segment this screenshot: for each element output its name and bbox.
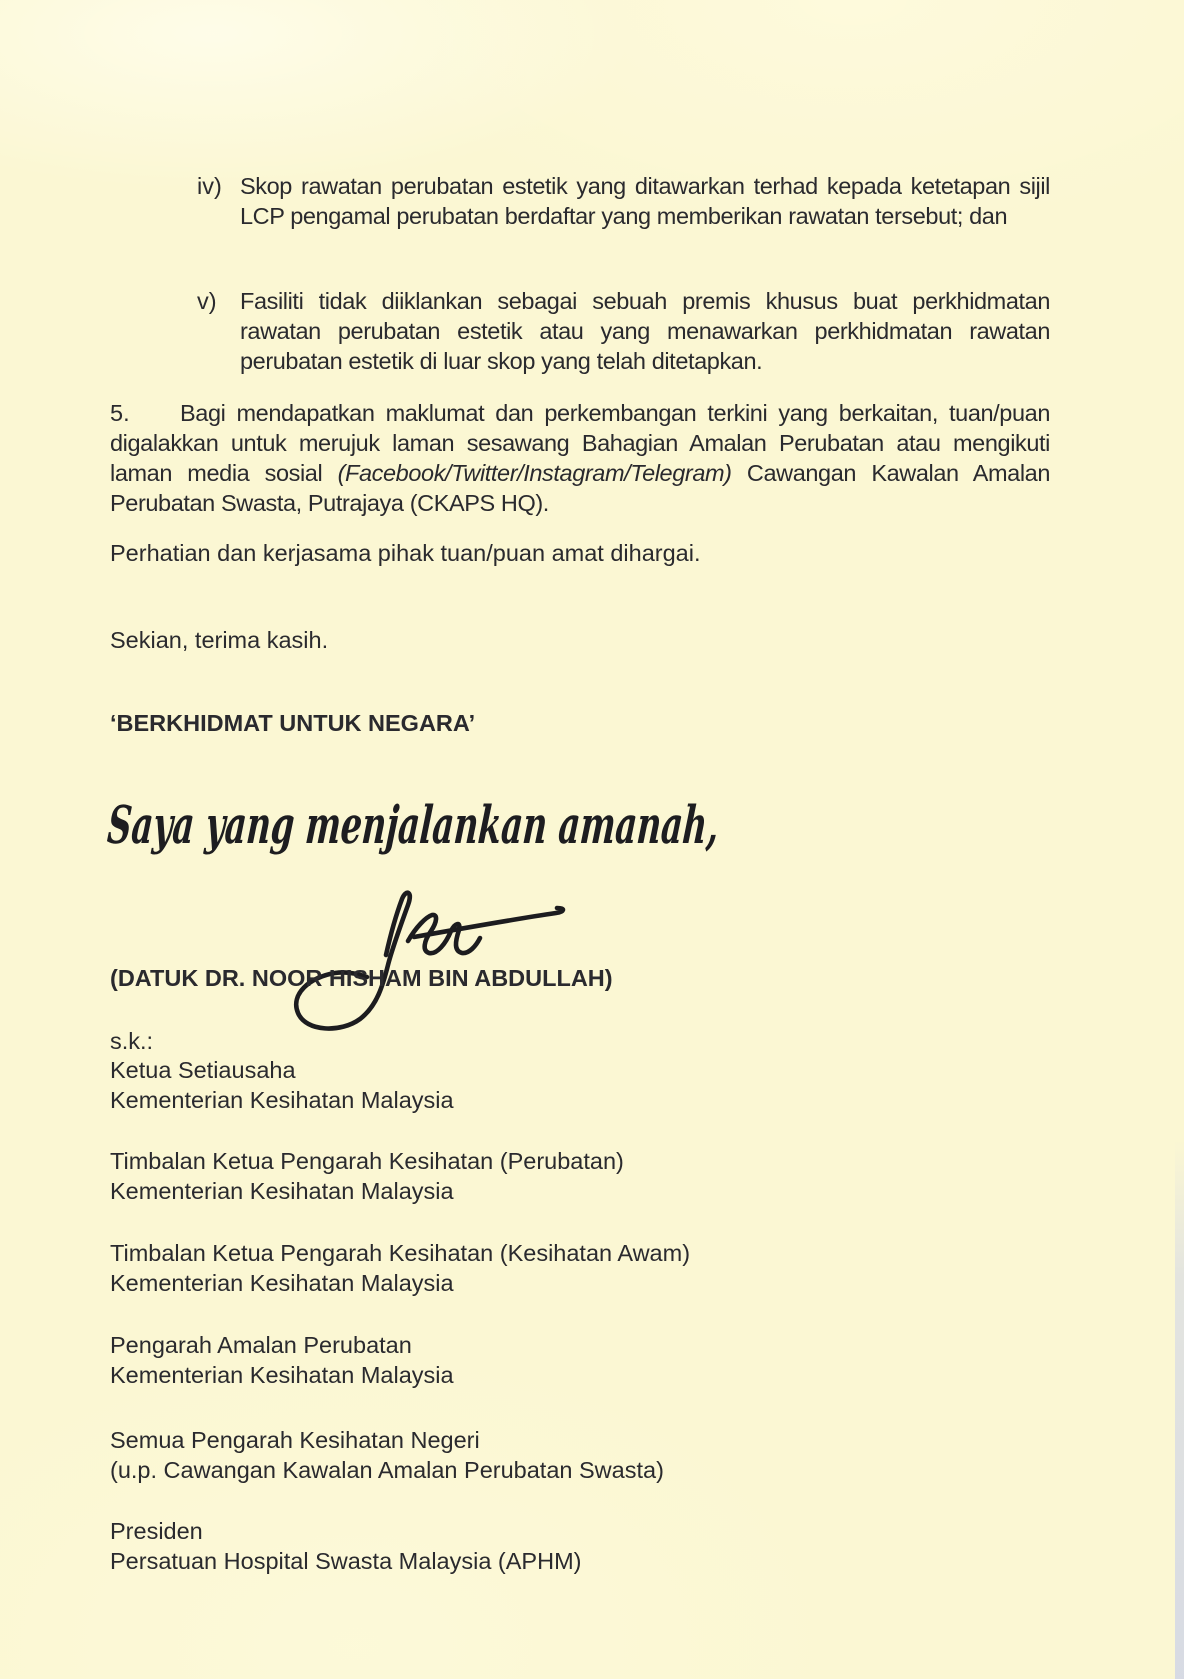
motto-line: ‘BERKHIDMAT UNTUK NEGARA’ (110, 710, 476, 736)
cc-line: (u.p. Cawangan Kawalan Amalan Perubatan Swasta) (110, 1457, 664, 1483)
paragraph-5-social-media-italic: (Facebook/Twitter/Instagram/Telegram) (337, 460, 732, 486)
scan-edge-artifact (1175, 1140, 1184, 1679)
cc-line: Timbalan Ketua Pengarah Kesihatan (Perubatan) (110, 1148, 624, 1174)
cc-line: Kementerian Kesihatan Malaysia (110, 1178, 454, 1204)
cc-group-pengarah-kesihatan-negeri (110, 1425, 1050, 1485)
signature-scribble (250, 885, 580, 1035)
cc-group-presiden-aphm (110, 1516, 1050, 1576)
cc-line: Timbalan Ketua Pengarah Kesihatan (Kesihatan Awam) (110, 1240, 691, 1266)
list-item-iv-text: Skop rawatan perubatan estetik yang ditawarkan terhad kepada ketetapan sijil LCP pengamal perubatan berdaftar yang memberikan rawatan tersebut; dan (240, 173, 1050, 229)
cc-line: Kementerian Kesihatan Malaysia (110, 1087, 454, 1113)
cc-line: Ketua Setiausaha (110, 1057, 296, 1083)
cc-line: Kementerian Kesihatan Malaysia (110, 1362, 454, 1388)
appreciation-line: Perhatian dan kerjasama pihak tuan/puan amat dihargai. (110, 540, 701, 566)
cc-group-tkp-kesihatan-awam (110, 1238, 1050, 1298)
cc-line: Presiden (110, 1518, 203, 1544)
paragraph-5-text-after: Cawangan Kawalan Amalan Perubatan Swasta, Putrajaya (CKAPS HQ). (110, 460, 1050, 516)
cc-group-ketua-setiausaha (110, 1055, 1050, 1115)
handwritten-pledge-line: Saya yang menjalankan amanah, (105, 795, 722, 856)
cc-line: Pengarah Amalan Perubatan (110, 1332, 412, 1358)
list-item-v-text: Fasiliti tidak diiklankan sebagai sebuah premis khusus buat perkhidmatan rawatan perubatan estetik atau yang menawarkan perkhidmatan rawatan perubatan estetik di luar skop yang telah ditetapkan. (240, 288, 1050, 374)
cc-line: Kementerian Kesihatan Malaysia (110, 1270, 454, 1296)
signatory-name: (DATUK DR. NOOR HISHAM BIN ABDULLAH) (110, 965, 613, 991)
signoff-line: Sekian, terima kasih. (110, 627, 329, 653)
cc-group-tkp-perubatan (110, 1146, 1050, 1206)
signature-stroke-loop (296, 893, 410, 1029)
list-item-iv (197, 171, 1050, 231)
paragraph-5-number: 5. (110, 400, 130, 426)
list-item-v (197, 286, 1050, 376)
cc-label: s.k.: (110, 1028, 154, 1054)
cc-group-pengarah-amalan-perubatan (110, 1330, 1050, 1390)
cc-line: Semua Pengarah Kesihatan Negeri (110, 1427, 480, 1453)
paragraph-5-text-before: Bagi mendapatkan maklumat dan perkembangan terkini yang berkaitan, tuan/puan digalakkan untuk merujuk laman sesawang Bahagian Amalan Perubatan atau mengikuti laman media sosial (110, 400, 1050, 486)
cc-line: Persatuan Hospital Swasta Malaysia (APHM) (110, 1548, 582, 1574)
list-item-iv-marker: iv) (197, 173, 222, 199)
paragraph-5 (110, 398, 1050, 518)
list-item-v-marker: v) (197, 288, 217, 314)
